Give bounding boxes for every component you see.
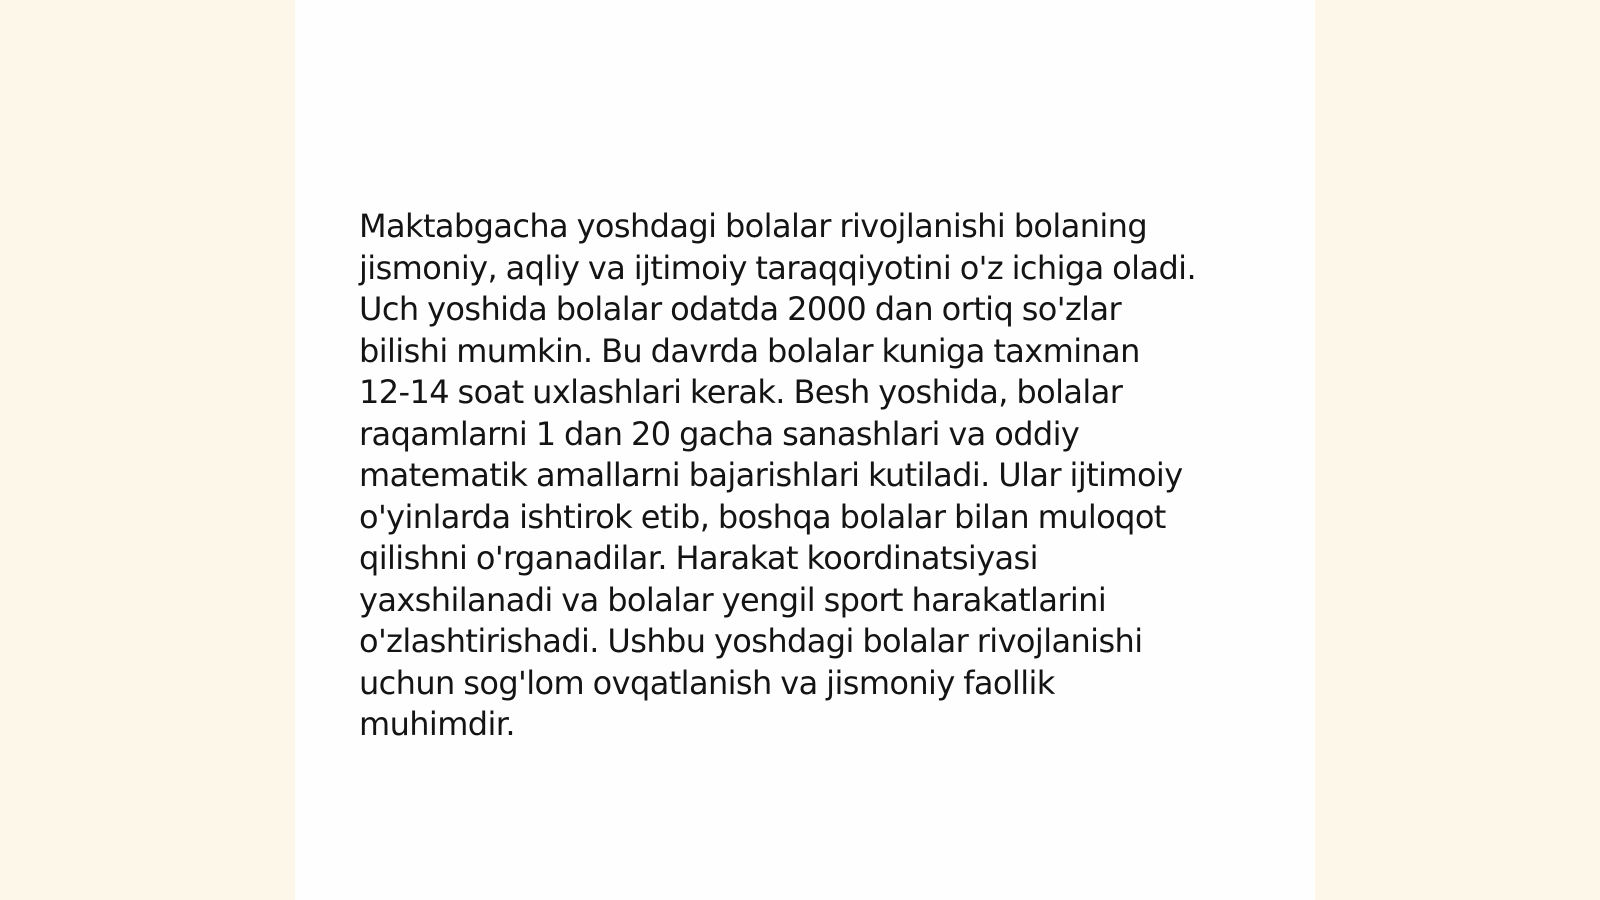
paragraph-line: matematik amallarni bajarishlari kutiladi. Ular ijtimoiy (359, 456, 1183, 494)
paragraph-line: raqamlarni 1 dan 20 gacha sanashlari va oddiy (359, 414, 1080, 453)
paragraph-line: bilishi mumkin. Bu davrda bolalar kuniga taxminan (359, 331, 1140, 370)
paragraph-line: qilishni o'rganadilar. Harakat koordinatsiyasi (359, 539, 1038, 577)
paragraph-line: Uch yoshida bolalar odatda 2000 dan ortiq so'zlar (359, 290, 1122, 328)
paragraph-line: yaxshilanadi va bolalar yengil sport harakatlarini (359, 580, 1107, 619)
paragraph-line: jismoniy, aqliy va ijtimoiy taraqqiyotini o'z ichiga oladi. (359, 248, 1197, 287)
paragraph-line: 12-14 soat uxlashlari kerak. Besh yoshida, bolalar (359, 373, 1123, 411)
paragraph-line: o'yinlarda ishtirok etib, boshqa bolalar bilan muloqot (359, 497, 1166, 536)
paragraph-line: uchun sog'lom ovqatlanish va jismoniy faollik (359, 663, 1055, 702)
paragraph-line: o'zlashtirishadi. Ushbu yoshdagi bolalar rivojlanishi (359, 622, 1143, 660)
document-page (295, 0, 1315, 900)
paragraph-line: Maktabgacha yoshdagi bolalar rivojlanishi bolaning (359, 207, 1148, 245)
body-paragraph (359, 206, 1264, 746)
paragraph-line: muhimdir. (359, 705, 515, 743)
